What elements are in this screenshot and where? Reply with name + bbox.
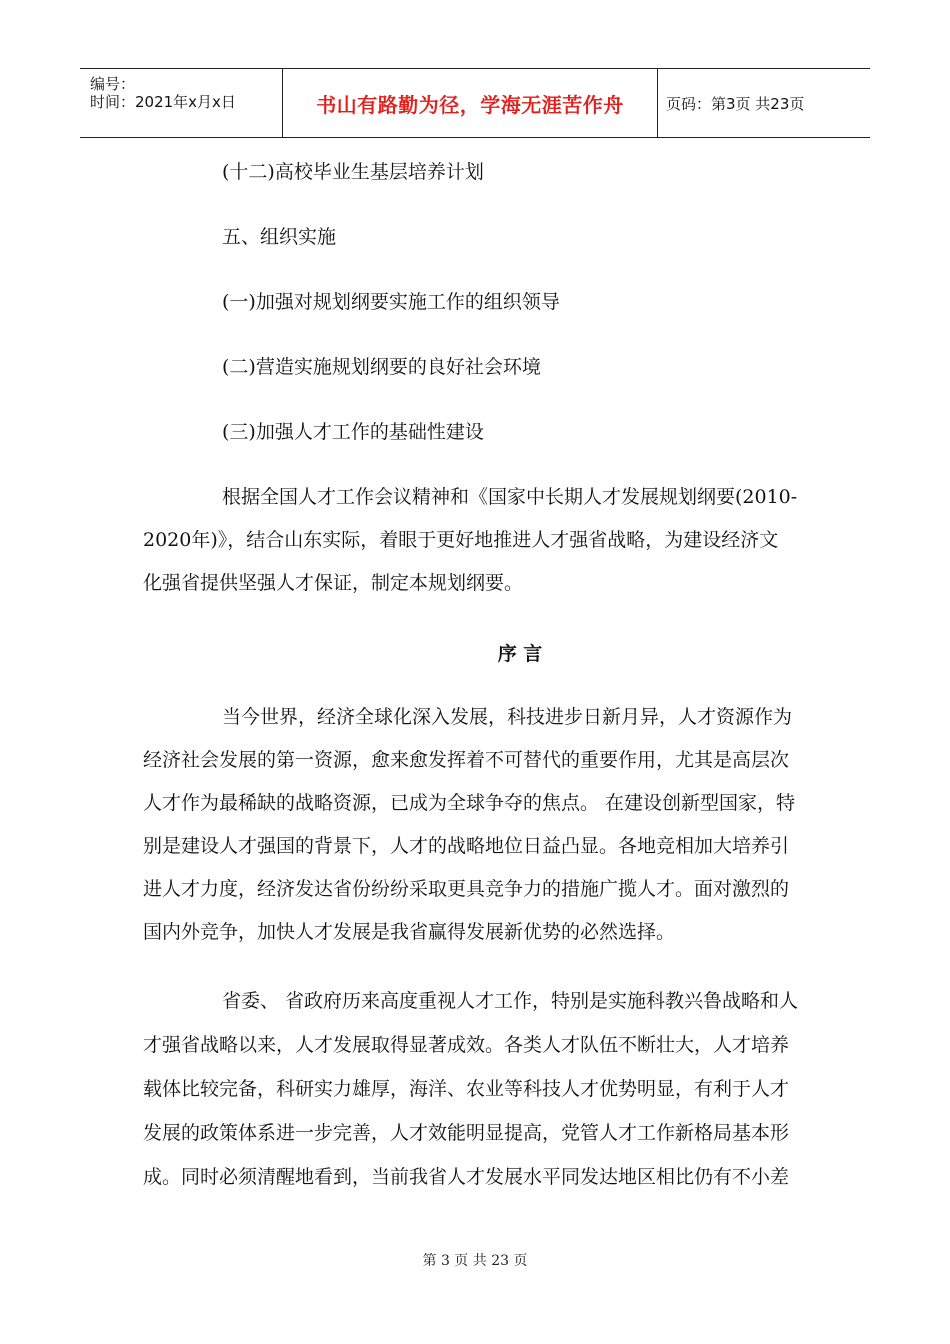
header-meta (80, 69, 282, 137)
number-label: 编号： (90, 75, 136, 93)
body-line: 成。同时必须清醒地看到，当前我省人才发展水平同发达地区相比仍有不小差 (143, 1166, 790, 1188)
body-line: 才强省战略以来，人才发展取得显著成效。各类人才队伍不断壮大，人才培养 (143, 1034, 790, 1056)
header-page-cell (658, 69, 870, 137)
outline-item: (二)营造实施规划纲要的良好社会环境 (222, 356, 541, 378)
body-line: 经济社会发展的第一资源，愈来愈发挥着不可替代的重要作用，尤其是高层次 (143, 749, 790, 771)
page-info: 页码：第3页 共23页 (666, 94, 805, 113)
section-title: 序 言 (497, 643, 543, 665)
outline-item: (三)加强人才工作的基础性建设 (222, 421, 484, 443)
intro-line: 化强省提供坚强人才保证，制定本规划纲要。 (143, 572, 524, 594)
intro-line: 根据全国人才工作会议精神和《国家中长期人才发展规划纲要(2010- (222, 486, 798, 508)
body-line: 进人才力度，经济发达省份纷纷采取更具竞争力的措施广揽人才。面对激烈的 (143, 878, 790, 900)
body-line: 发展的政策体系进一步完善，人才效能明显提高，党管人才工作新格局基本形 (143, 1122, 790, 1144)
body-line: 省委、 省政府历来高度重视人才工作，特别是实施科教兴鲁战略和人 (222, 990, 799, 1012)
motto-text: 书山有路勤为径，学海无涯苦作舟 (316, 92, 624, 117)
body-line: 当今世界，经济全球化深入发展，科技进步日新月异，人才资源作为 (222, 706, 793, 728)
outline-item: (一)加强对规划纲要实施工作的组织领导 (222, 291, 560, 313)
outline-item: 五、组织实施 (222, 226, 337, 248)
outline-item: (十二)高校毕业生基层培养计划 (222, 161, 484, 183)
page-footer: 第 3 页 共 23 页 (422, 1253, 528, 1269)
date-label: 时间：2021年x月x日 (90, 93, 236, 111)
body-line: 载体比较完备，科研实力雄厚，海洋、农业等科技人才优势明显，有利于人才 (143, 1078, 790, 1100)
intro-line: 2020年)》，结合山东实际，着眼于更好地推进人才强省战略，为建设经济文 (143, 529, 779, 551)
body-line: 人才作为最稀缺的战略资源，已成为全球争夺的焦点。 在建设创新型国家，特 (143, 792, 796, 814)
body-line: 国内外竞争，加快人才发展是我省赢得发展新优势的必然选择。 (143, 921, 676, 943)
body-line: 别是建设人才强国的背景下，人才的战略地位日益凸显。各地竞相加大培养引 (143, 835, 790, 857)
header-motto-cell (282, 69, 658, 137)
page-header (80, 68, 870, 138)
